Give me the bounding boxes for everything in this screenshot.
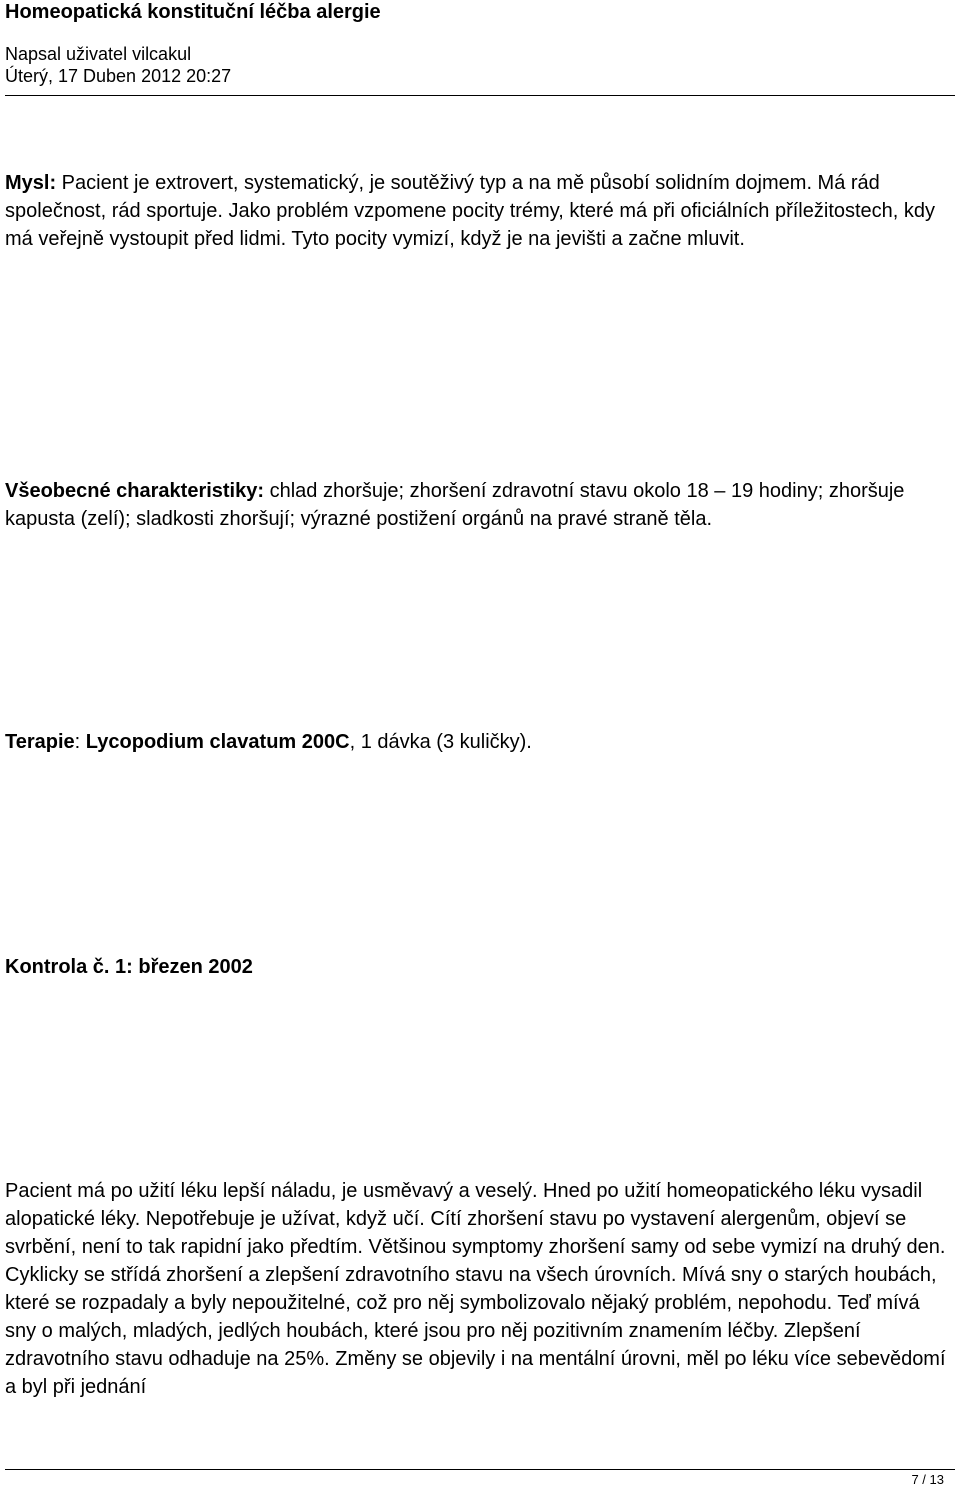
terapie-label: Terapie — [5, 731, 75, 753]
paragraph-vseobecne — [5, 477, 955, 533]
kontrola-heading: Kontrola č. 1: březen 2002 — [5, 956, 253, 978]
document-title: Homeopatická konstituční léčba alergie — [5, 1, 381, 23]
vseobecne-label: Všeobecné charakteristiky: — [5, 480, 265, 502]
vseobecne-text: chlad zhoršuje; zhoršení zdravotní stavu okolo 18 – 19 hodiny; zhoršuje kapusta (zelí); sladkosti zhoršují; výrazné postižení orgánů na pravé straně těla. — [5, 480, 905, 530]
header-divider — [5, 95, 955, 96]
author-line: Napsal uživatel vilcakul — [5, 44, 192, 64]
page-number: 7 / 13 — [911, 1472, 944, 1487]
terapie-remedy: Lycopodium clavatum 200C — [85, 731, 350, 753]
footer-divider — [5, 1469, 955, 1470]
date-line: Úterý, 17 Duben 2012 20:27 — [5, 66, 232, 86]
paragraph-terapie — [5, 728, 955, 756]
mysl-label: Mysl: — [5, 172, 57, 194]
terapie-text: , 1 dávka (3 kuličky). — [349, 731, 532, 753]
page-header — [5, 0, 955, 87]
paragraph-mysl — [5, 169, 955, 253]
terapie-separator: : — [74, 731, 86, 753]
mysl-text: Pacient je extrovert, systematický, je soutěživý typ a na mě působí solidním dojmem. Má rád společnost, rád sportuje. Jako problém vzpomene pocity trémy, které má při oficiálních příležitostech, kdy má veřejně vystoupit před lidmi. Tyto pocity vymizí, když je na jevišti a začne mluvit. — [5, 172, 936, 250]
paragraph-kontrola: Pacient má po užití léku lepší náladu, je usměvavý a veselý. Hned po užití homeopatického léku vysadil alopatické léky. Nepotřebuje je užívat, když učí. Cítí zhoršení stavu po vystavení alergenům, objeví se svrbění, není to tak rapidní jako předtím. Většinou symptomy zhoršení samy od sebe vymizí na druhý den. Cyklicky se střídá zhoršení a zlepšení zdravotního stavu na všech úrovních. Mívá sny o starých houbách, které se rozpadaly a byly nepoužitelné, což pro něj symbolizovalo nějaký problém, nepohodu. Teď mívá sny o malých, mladých, jedlých houbách, které jsou pro něj pozitivním znamením léčby. Zlepšení zdravotního stavu odhaduje na 25%. Změny se objevily i na mentální úrovni, měl po léku více sebevědomí a byl při jednání — [5, 1180, 946, 1398]
